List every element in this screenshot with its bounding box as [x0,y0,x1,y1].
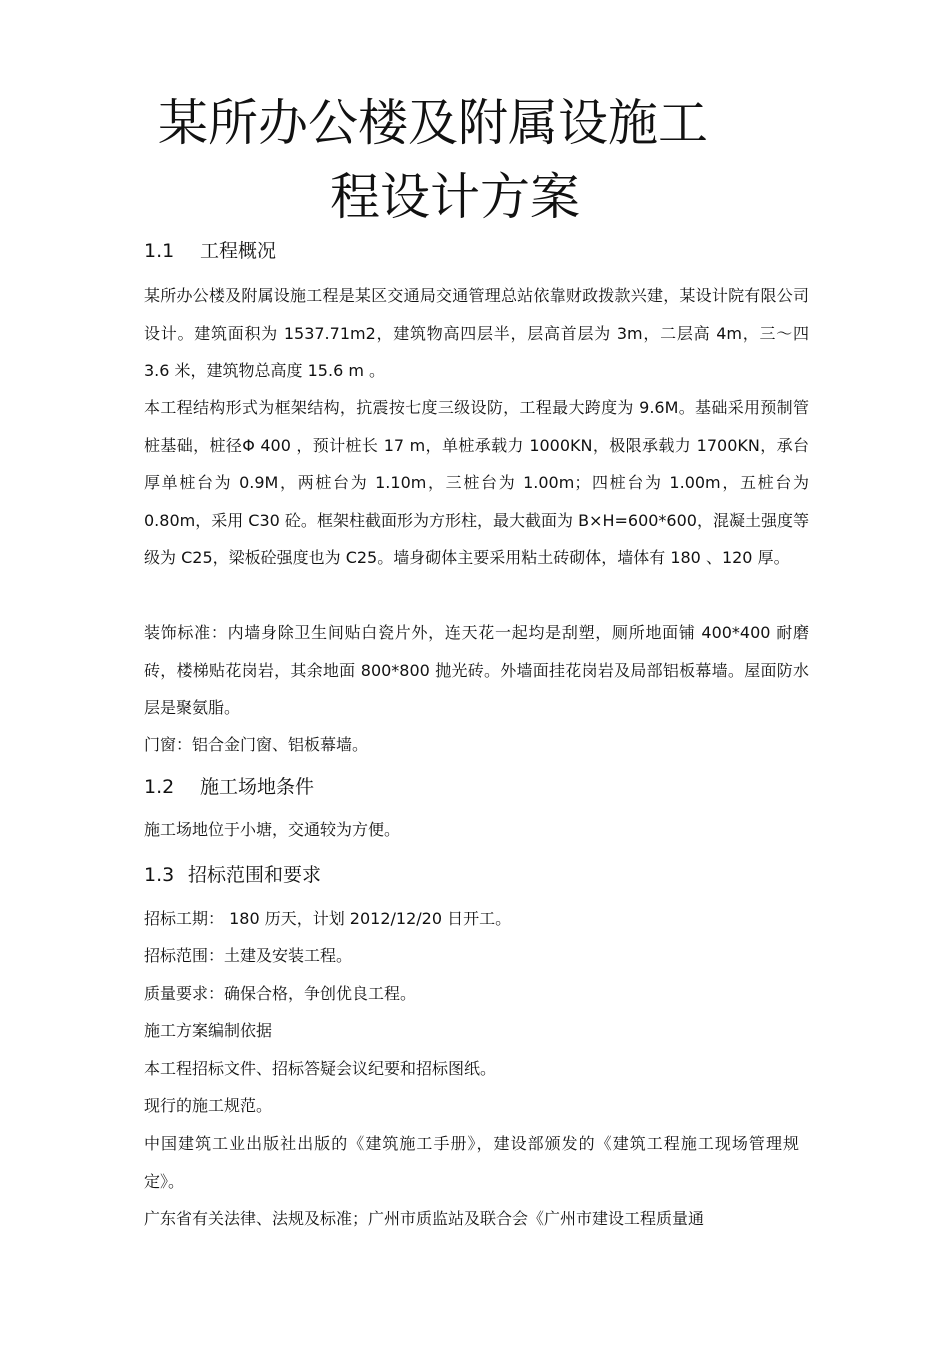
section-number: 1.2 [144,776,175,798]
document-title-line-2: 程设计方案 [330,168,580,226]
basis-item-regulations: 广东省有关法律、法规及标准；广州市质监站及联合会《广州市建设工程质量通 [144,1209,705,1228]
section-title: 招标范围和要求 [188,864,322,886]
document-title-line-1: 某所办公楼及附属设施工 [158,94,708,152]
section-title: 工程概况 [200,240,277,262]
basis-item-tender-docs: 本工程招标文件、招标答疑会议纪要和招标图纸。 [144,1059,497,1078]
basis-item-handbook: 中国建筑工业出版社出版的《建筑施工手册》，建设部颁发的《建筑工程施工现场管理规定》。 [144,1134,799,1191]
section-number: 1.1 [144,240,175,262]
overview-paragraph-2: 本工程结构形式为框架结构，抗震按七度三级设防，工程最大跨度为 9.6M。基础采用预制管桩基础，桩径Φ 400 ，预计桩长 17 m，单桩承载力 1000KN，极限承载力 1700KN，承台厚单桩台为 0.9M，两桩台为 1.10m，三桩台为 1.00m；四桩台为 1.00m，五桩台为 0.80m，采用 C30 砼。框架柱截面形为方形柱，最大截面为 B×H=600*600，混凝土强度等级为 C25，梁板砼强度也为 C25。墙身砌体主要采用粘土砖砌体，墙体有 180 、120 厚。 [144,398,809,567]
section-heading-1-3 [144,863,321,887]
section-title: 施工场地条件 [200,776,315,798]
section-heading-1-1 [144,239,276,263]
overview-paragraph-3: 装饰标准：内墙身除卫生间贴白瓷片外，连天花一起均是刮塑，厕所地面铺 400*400 耐磨砖，楼梯贴花岗岩，其余地面 800*800 抛光砖。外墙面挂花岗岩及局部铝板幕墙。屋面防水层是聚氨脂。 [144,623,809,717]
section-number: 1.3 [144,864,175,886]
basis-heading-line: 施工方案编制依据 [144,1021,273,1040]
tender-scope-line: 招标范围：土建及安装工程。 [144,946,353,965]
section-heading-1-2 [144,775,314,799]
tender-period-line: 招标工期： 180 历天，计划 2012/12/20 日开工。 [144,909,512,928]
quality-requirement-line: 质量要求：确保合格，争创优良工程。 [144,984,417,1003]
overview-paragraph-4: 门窗：铝合金门窗、铝板幕墙。 [144,735,369,754]
overview-paragraph-1: 某所办公楼及附属设施工程是某区交通局交通管理总站依靠财政拨款兴建，某设计院有限公司设计。建筑面积为 1537.71m2，建筑物高四层半，层高首层为 3m，二层高 4m，三～四 3.6 米，建筑物总高度 15.6 m 。 [144,286,809,380]
basis-item-specifications: 现行的施工规范。 [144,1096,273,1115]
site-paragraph: 施工场地位于小塘，交通较为方便。 [144,820,401,839]
